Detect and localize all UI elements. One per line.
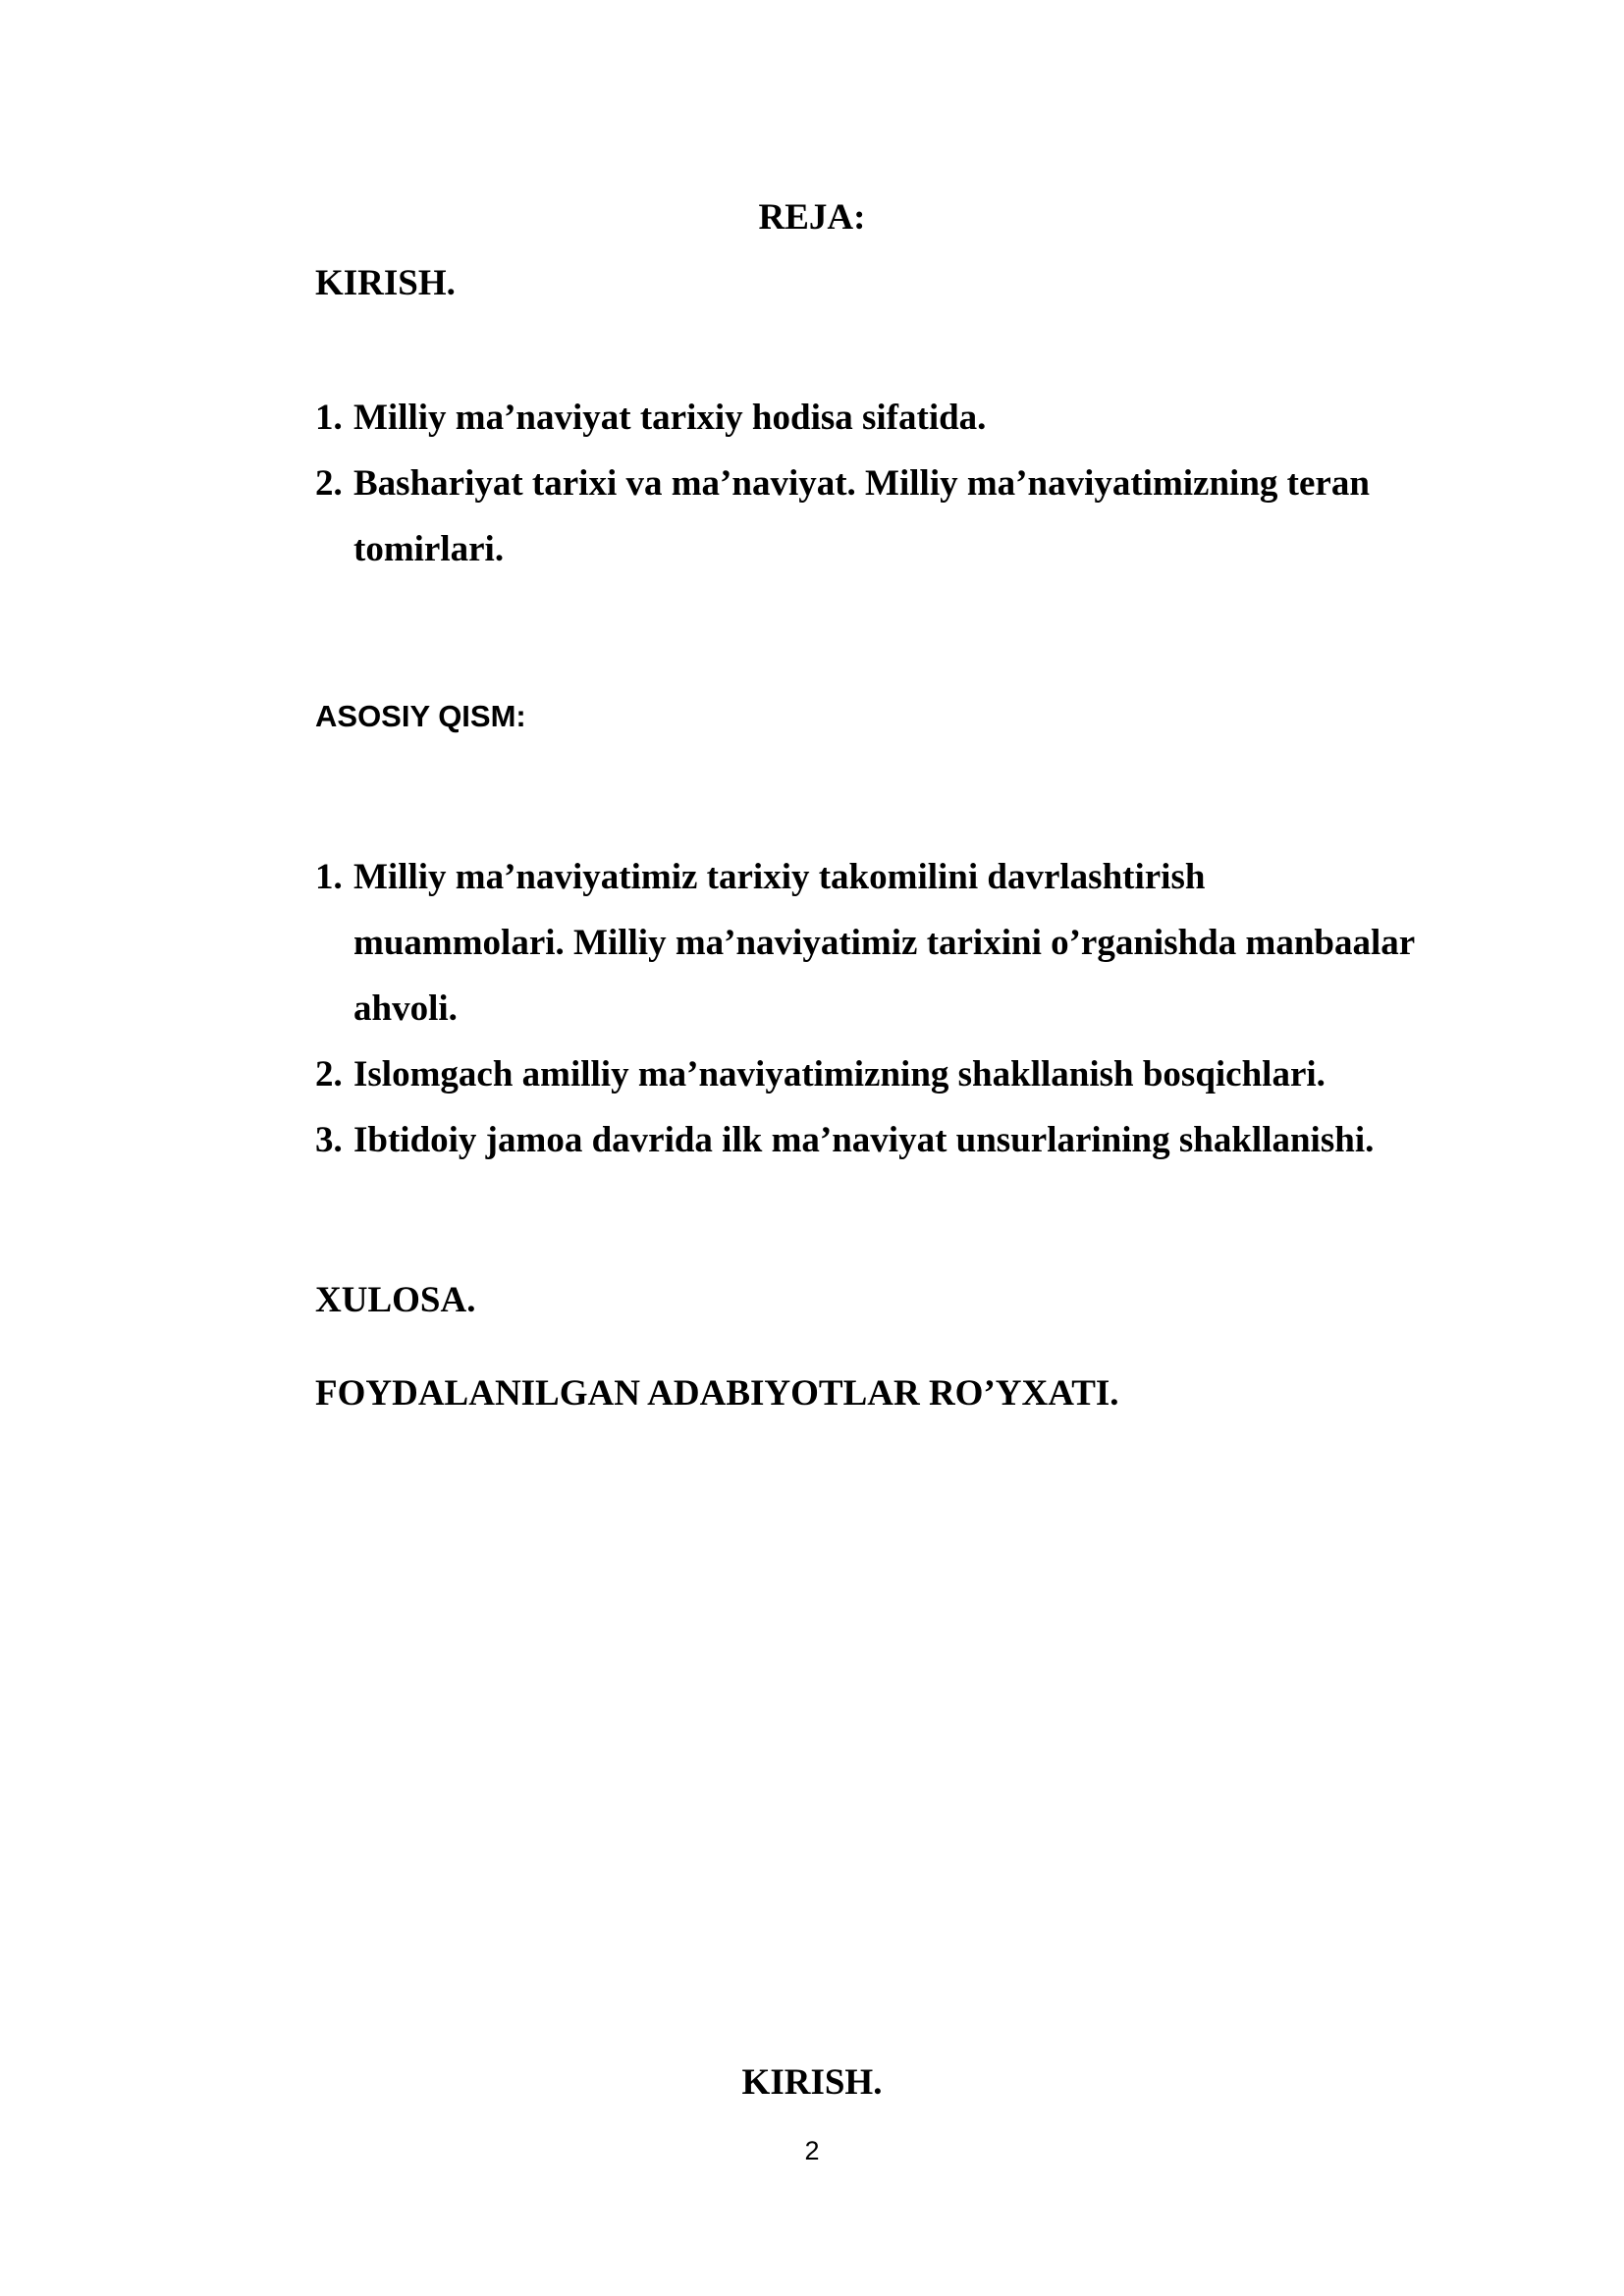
list-number: 2. bbox=[315, 463, 343, 504]
intro-item-1 bbox=[315, 385, 1493, 451]
intro-item-2 bbox=[315, 451, 1493, 582]
list-number: 1. bbox=[315, 398, 343, 438]
list-number: 3. bbox=[315, 1120, 343, 1160]
list-item-text: Milliy ma’naviyat tarixiy hodisa sifatida. bbox=[353, 398, 987, 438]
list-item-text: Islomgach amilliy ma’naviyatimizning shakllanish bosqichlari. bbox=[353, 1054, 1326, 1095]
list-number: 2. bbox=[315, 1054, 343, 1095]
list-number: 1. bbox=[315, 857, 343, 897]
list-item-text-line: tomirlari. bbox=[353, 529, 505, 569]
list-item-text-line: Bashariyat tarixi va ma’naviyat. Milliy ma’naviyatimizning teran bbox=[353, 463, 1370, 504]
plan-title: REJA: bbox=[758, 197, 866, 238]
main-item-1 bbox=[315, 844, 1493, 1041]
main-item-3 bbox=[315, 1107, 1493, 1173]
intro-heading: KIRISH. bbox=[315, 263, 456, 303]
list-item-text-line: ahvoli. bbox=[353, 988, 458, 1029]
list-item-text: Ibtidoiy jamoa davrida ilk ma’naviyat unsurlarining shakllanishi. bbox=[353, 1120, 1375, 1160]
conclusion-heading: XULOSA. bbox=[315, 1280, 476, 1320]
next-section-heading: KIRISH. bbox=[741, 2062, 883, 2103]
page-number: 2 bbox=[804, 2136, 820, 2165]
list-item-text-line: muammolari. Milliy ma’naviyatimiz tarixini o’rganishda manbaalar bbox=[353, 923, 1416, 963]
main-heading: ASOSIY QISM: bbox=[315, 699, 526, 733]
list-item-text-line: Milliy ma’naviyatimiz tarixiy takomilini davrlashtirish bbox=[353, 857, 1206, 897]
references-heading: FOYDALANILGAN ADABIYOTLAR RO’YXATI. bbox=[315, 1373, 1119, 1414]
main-item-2 bbox=[315, 1041, 1493, 1107]
